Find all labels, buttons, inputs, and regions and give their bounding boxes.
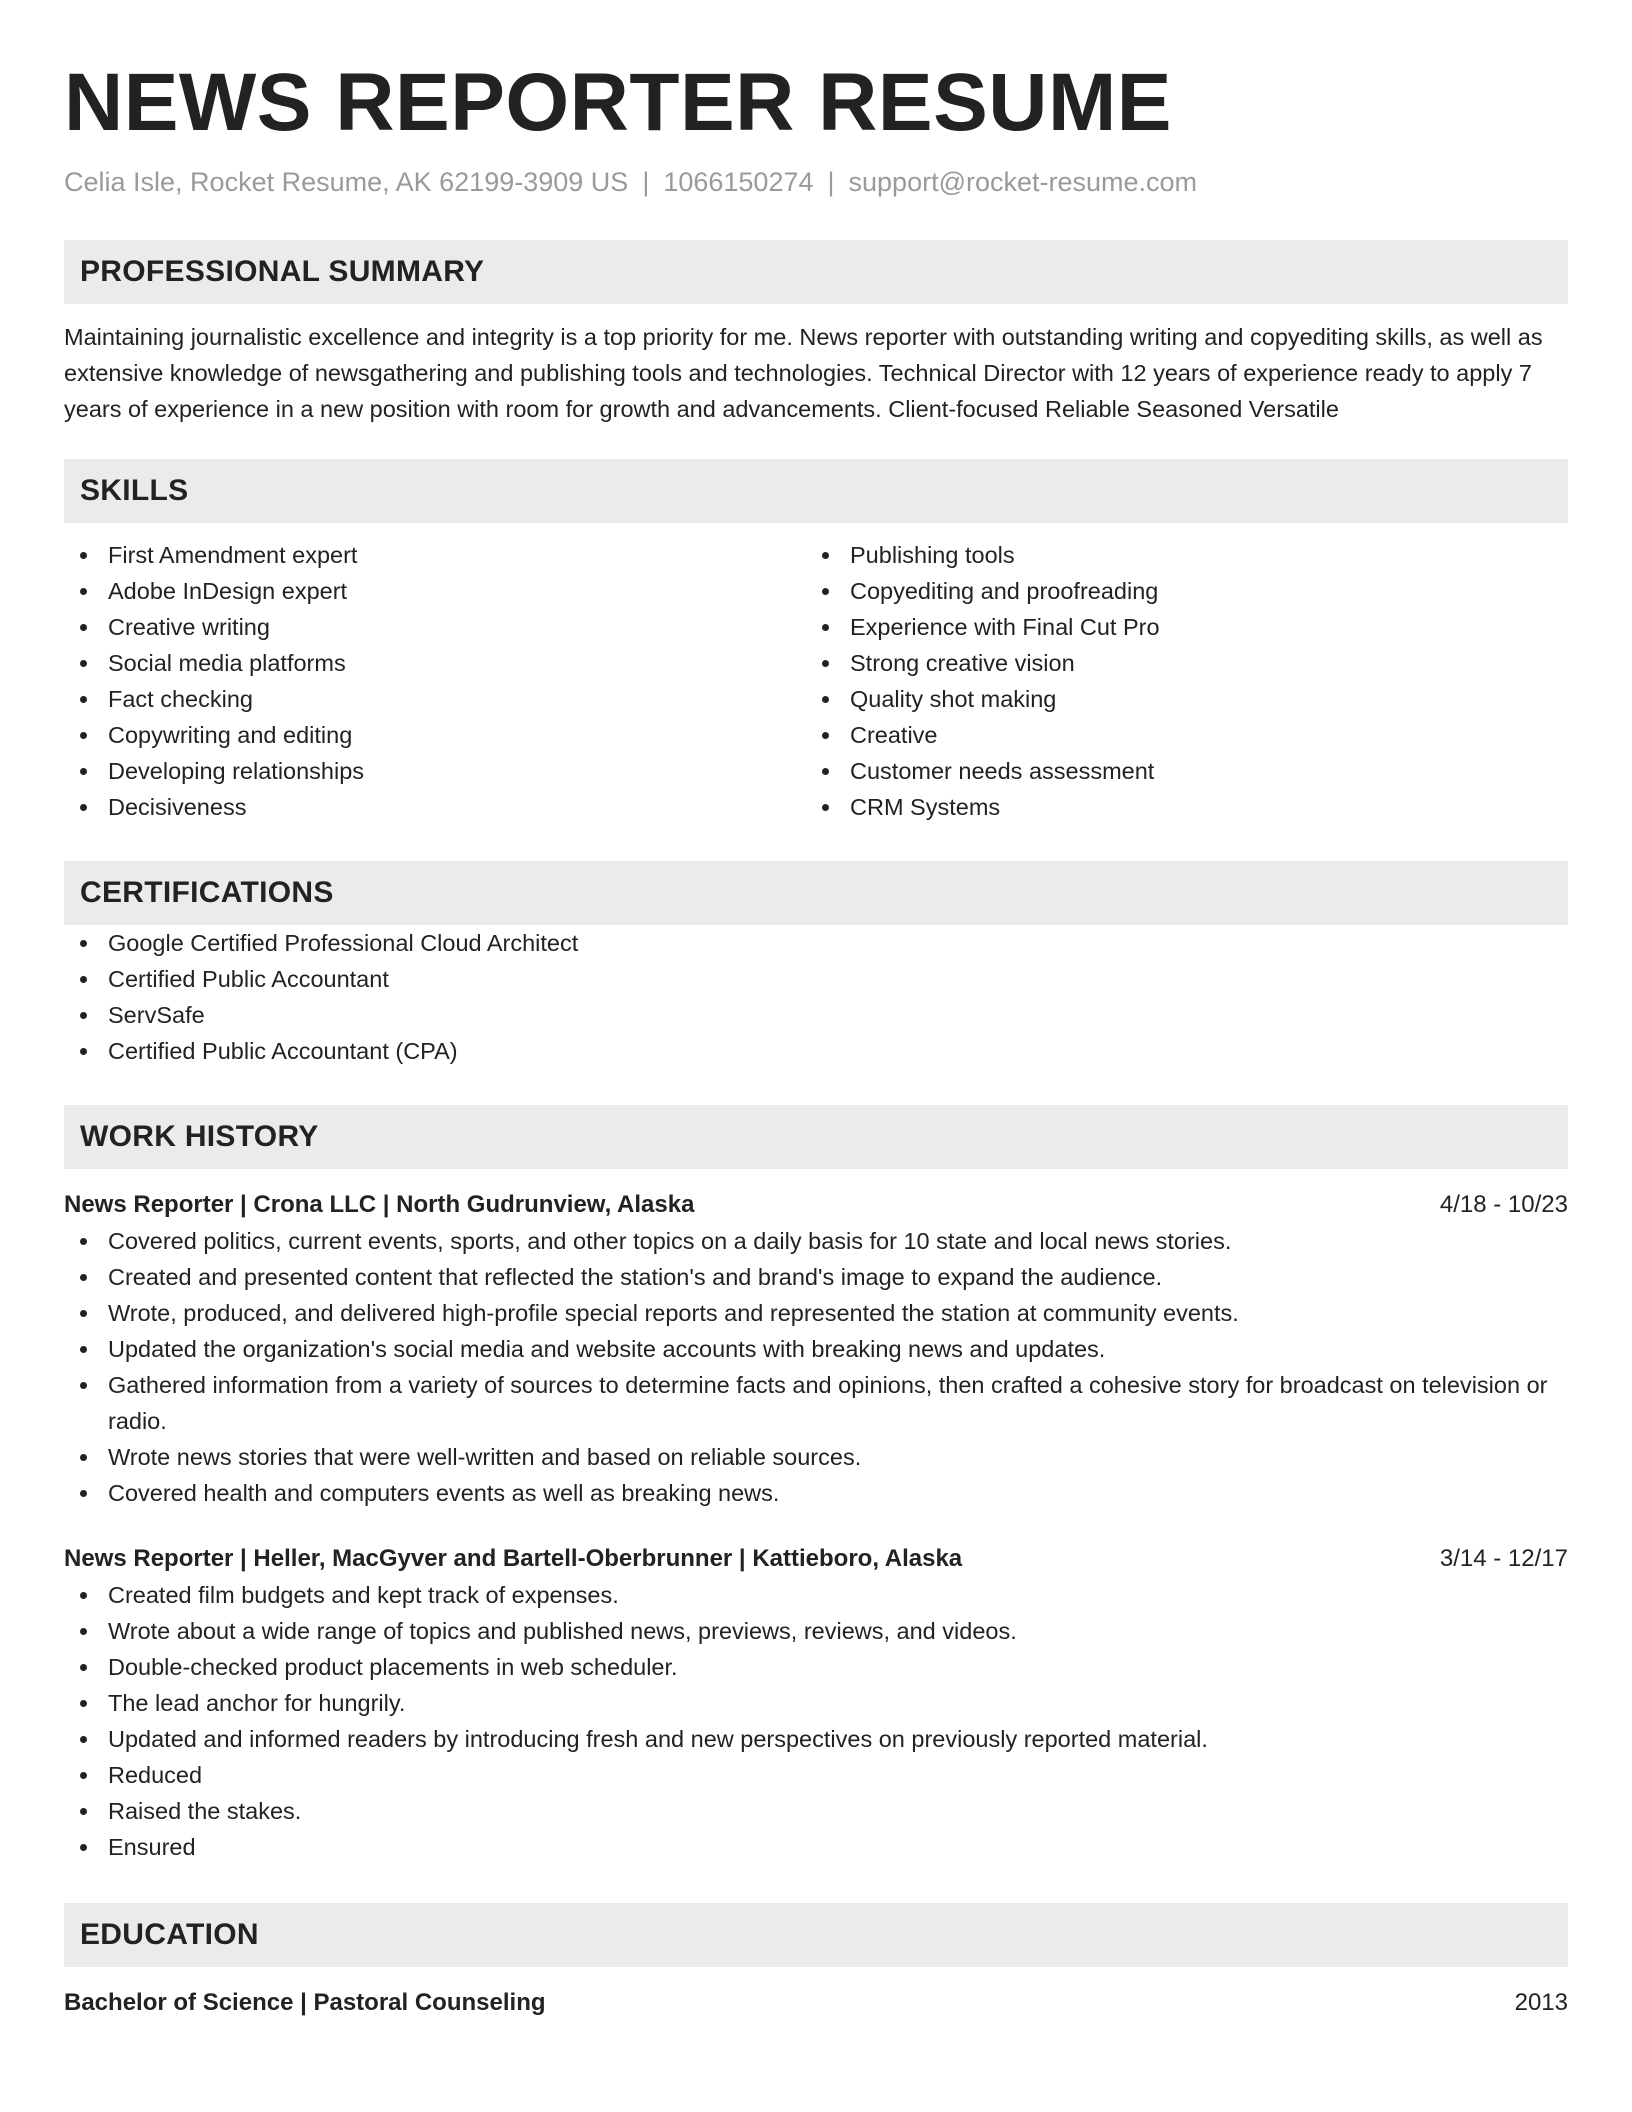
- certification-item: Certified Public Accountant (CPA): [64, 1033, 1568, 1069]
- education-section: [64, 1903, 1568, 2021]
- job-entry: [64, 1541, 1568, 1865]
- summary-text: Maintaining journalistic excellence and integrity is a top priority for me. News reporter with outstanding writing and copyediting skills, as well as extensive knowledge of newsgathering and publishing tools and technologies. Technical Director with 12 years of experience ready to apply 7 years of experience in a new position with room for growth and advancements. Client-focused Reliable Seasoned Versatile: [64, 324, 1543, 422]
- certifications-section: [64, 861, 1568, 1069]
- contact-email: support@rocket-resume.com: [848, 167, 1198, 197]
- skill-item: Adobe InDesign expert: [64, 573, 806, 609]
- education-year: 2013: [1514, 1989, 1568, 2016]
- job-bullet: Reduced: [64, 1757, 1568, 1793]
- job-title: News Reporter | Heller, MacGyver and Bartell-Oberbrunner | Kattieboro, Alaska: [64, 1545, 963, 1572]
- contact-separator: |: [827, 167, 835, 197]
- skills-section: [64, 459, 1568, 825]
- skills-heading: SKILLS: [64, 459, 1568, 523]
- skill-item: Publishing tools: [806, 537, 1548, 573]
- education-degree: Bachelor of Science | Pastoral Counseling: [64, 1989, 546, 2016]
- certification-item: ServSafe: [64, 997, 1568, 1033]
- skill-item: Copywriting and editing: [64, 717, 806, 753]
- job-bullets: [64, 1577, 1568, 1865]
- skill-item: Social media platforms: [64, 645, 806, 681]
- job-bullet: Wrote, produced, and delivered high-profile special reports and represented the station at community events.: [64, 1295, 1568, 1331]
- certification-item: Google Certified Professional Cloud Architect: [64, 925, 1568, 961]
- skill-item: Copyediting and proofreading: [806, 573, 1548, 609]
- skill-item: Quality shot making: [806, 681, 1548, 717]
- education-heading: EDUCATION: [64, 1903, 1568, 1967]
- work-history-section: [64, 1105, 1568, 1865]
- job-bullet: Updated the organization's social media and website accounts with breaking news and updates.: [64, 1331, 1568, 1367]
- job-bullet: Wrote news stories that were well-written and based on reliable sources.: [64, 1439, 1568, 1475]
- summary-heading: PROFESSIONAL SUMMARY: [64, 240, 1568, 304]
- job-bullet: Raised the stakes.: [64, 1793, 1568, 1829]
- skill-item: Customer needs assessment: [806, 753, 1548, 789]
- contact-separator: |: [642, 167, 650, 197]
- skill-item: Fact checking: [64, 681, 806, 717]
- job-bullet: Created film budgets and kept track of expenses.: [64, 1577, 1568, 1613]
- job-header: [64, 1541, 1568, 1577]
- job-header: [64, 1187, 1568, 1223]
- job-bullet: Gathered information from a variety of sources to determine facts and opinions, then crafted a cohesive story for broadcast on television or radio.: [64, 1367, 1568, 1439]
- skill-item: Creative: [806, 717, 1548, 753]
- job-bullet: Covered politics, current events, sports, and other topics on a daily basis for 10 state and local news stories.: [64, 1223, 1568, 1259]
- job-bullet: Double-checked product placements in web scheduler.: [64, 1649, 1568, 1685]
- resume-title: NEWS REPORTER RESUME: [64, 57, 1172, 148]
- skill-item: CRM Systems: [806, 789, 1548, 825]
- skill-item: First Amendment expert: [64, 537, 806, 573]
- job-bullet: Covered health and computers events as well as breaking news.: [64, 1475, 1568, 1511]
- contact-address: Celia Isle, Rocket Resume, AK 62199-3909 US: [64, 167, 629, 197]
- job-dates: 4/18 - 10/23: [1439, 1191, 1568, 1218]
- skill-item: Developing relationships: [64, 753, 806, 789]
- skill-item: Creative writing: [64, 609, 806, 645]
- certifications-list: [64, 925, 1568, 1069]
- job-bullet: The lead anchor for hungrily.: [64, 1685, 1568, 1721]
- job-bullet: Wrote about a wide range of topics and published news, previews, reviews, and videos.: [64, 1613, 1568, 1649]
- job-bullet: Created and presented content that reflected the station's and brand's image to expand the audience.: [64, 1259, 1568, 1295]
- skills-columns: [64, 537, 1568, 825]
- job-title: News Reporter | Crona LLC | North Gudrunview, Alaska: [64, 1191, 695, 1218]
- skills-column-right: [806, 537, 1548, 825]
- job-bullets: [64, 1223, 1568, 1511]
- work-history-heading: WORK HISTORY: [64, 1105, 1568, 1169]
- contact-phone: 1066150274: [663, 167, 814, 197]
- certification-item: Certified Public Accountant: [64, 961, 1568, 997]
- job-entry: [64, 1187, 1568, 1511]
- skill-item: Experience with Final Cut Pro: [806, 609, 1548, 645]
- job-bullet: Updated and informed readers by introducing fresh and new perspectives on previously reported material.: [64, 1721, 1568, 1757]
- skills-column-left: [64, 537, 806, 825]
- certifications-heading: CERTIFICATIONS: [64, 861, 1568, 925]
- education-entry: [64, 1985, 1568, 2021]
- job-bullet: Ensured: [64, 1829, 1568, 1865]
- job-dates: 3/14 - 12/17: [1439, 1545, 1568, 1572]
- resume-page: [64, 52, 1568, 2021]
- skill-item: Decisiveness: [64, 789, 806, 825]
- summary-section: [64, 240, 1568, 427]
- skill-item: Strong creative vision: [806, 645, 1548, 681]
- contact-line: [64, 164, 1568, 200]
